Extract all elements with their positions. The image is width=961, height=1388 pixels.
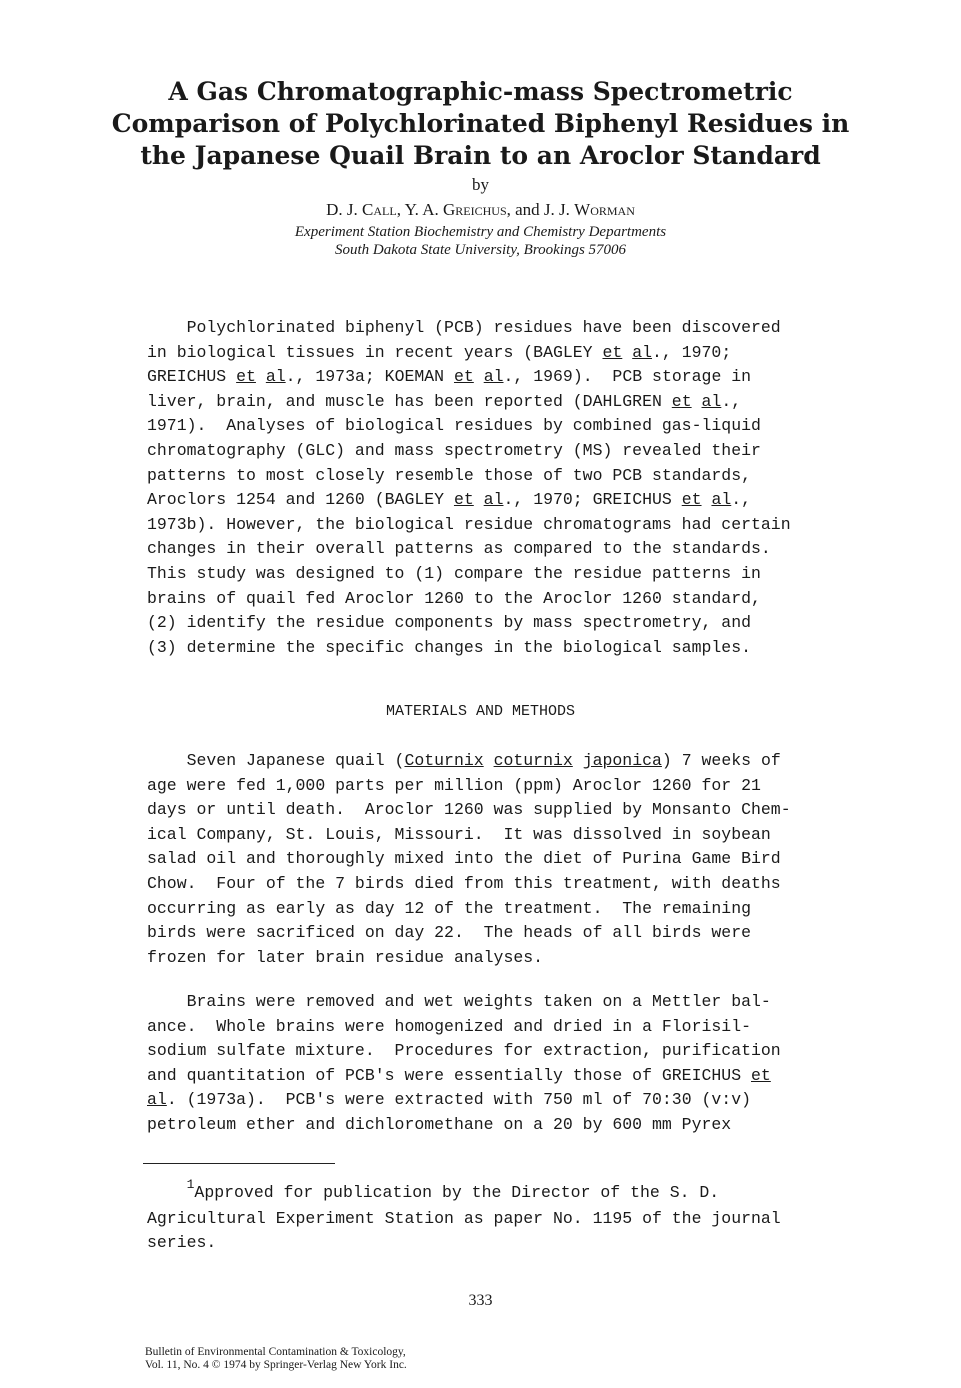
article-title: A Gas Chromatographic-mass Spectrometric Comparison of Polychlorinated Biphenyl Residues in the Japanese Quail Brain to an Aroclor Standard xyxy=(111,77,850,170)
author-3-surname: Worman xyxy=(574,200,635,219)
introduction-paragraph: Polychlorinated biphenyl (PCB) residues have been discovered in biological tissues in recent years (BAGLEY et al., 1970; GREICHUS et al., 1973a; KOEMAN et al., 1969). PCB storage in liver, brain, and muscle has been reported (DAHLGREN et al., 1971). Analyses of biological residues by combined gas-liquid chromatography (GLC) and mass spectrometry (MS) revealed their patterns to most closely resemble those of two PCB standards, Aroclors 1254 and 1260 (BAGLEY et al., 1970; GREICHUS et al., 1973b). However, the biological residue chromatograms had certain changes in their overall patterns as compared to the standards. This study was designed to (1) compare the residue patterns in brains of quail fed Aroclor 1260 to the Aroclor 1260 standard, (2) identify the residue components by mass spectrometry, and (3) determine the specific changes in the biological samples. xyxy=(147,318,791,657)
affiliation-departments: Experiment Station Biochemistry and Chemistry Departments xyxy=(294,224,667,240)
journal-citation-line-1: Bulletin of Environmental Contamination & Toxicology, xyxy=(145,1346,406,1358)
author-1-initials: D. J. xyxy=(326,200,363,219)
affiliation-university: South Dakota State University, Brookings 57006 xyxy=(334,242,627,258)
page-number: 333 xyxy=(468,1292,493,1309)
author-1-surname: Call xyxy=(362,200,397,219)
footnote-divider xyxy=(143,1163,335,1164)
methods-paragraph-1: Seven Japanese quail (Coturnix coturnix japonica) 7 weeks of age were fed 1,000 parts per million (ppm) Aroclor 1260 for 21 days or until death. Aroclor 1260 was supplied by Monsanto Chem- ical Company, St. Louis, Missouri. It was dissolved in soybean salad oil and thoroughly mixed into the diet of Purina Game Bird Chow. Four of the 7 birds died from this treatment, with deaths occurring as early as day 12 of the treatment. The remaining birds were sacrificed on day 22. The heads of all birds were frozen for later brain residue analyses. xyxy=(147,751,791,967)
journal-citation-line-2: Vol. 11, No. 4 © 1974 by Springer-Verlag New York Inc. xyxy=(145,1358,407,1371)
methods-paragraph-2: Brains were removed and wet weights taken on a Mettler bal- ance. Whole brains were homogenized and dried in a Florisil- sodium sulfate mixture. Procedures for extraction, purification and quantitation of PCB's were essentially those of GREICHUS et al. (1973a). PCB's were extracted with 750 ml of 70:30 (v:v) petroleum ether and dichloromethane on a 20 by 600 mm Pyrex xyxy=(147,992,781,1134)
author-list xyxy=(0,199,961,221)
author-2-surname: Greichus xyxy=(443,200,507,219)
by-line: by xyxy=(472,175,489,194)
author-3-initials: , and J. J. xyxy=(506,200,575,219)
author-2-initials: , Y. A. xyxy=(396,200,443,219)
journal-citation xyxy=(145,1346,407,1371)
footnote: $^1$Approved for publication by the Director of the S. D. Agricultural Experiment Station as paper No. 1195 of the journal series. xyxy=(147,1177,781,1253)
section-heading-materials-methods: MATERIALS AND METHODS xyxy=(385,703,576,720)
footnote-marker: 1 xyxy=(186,1177,195,1192)
